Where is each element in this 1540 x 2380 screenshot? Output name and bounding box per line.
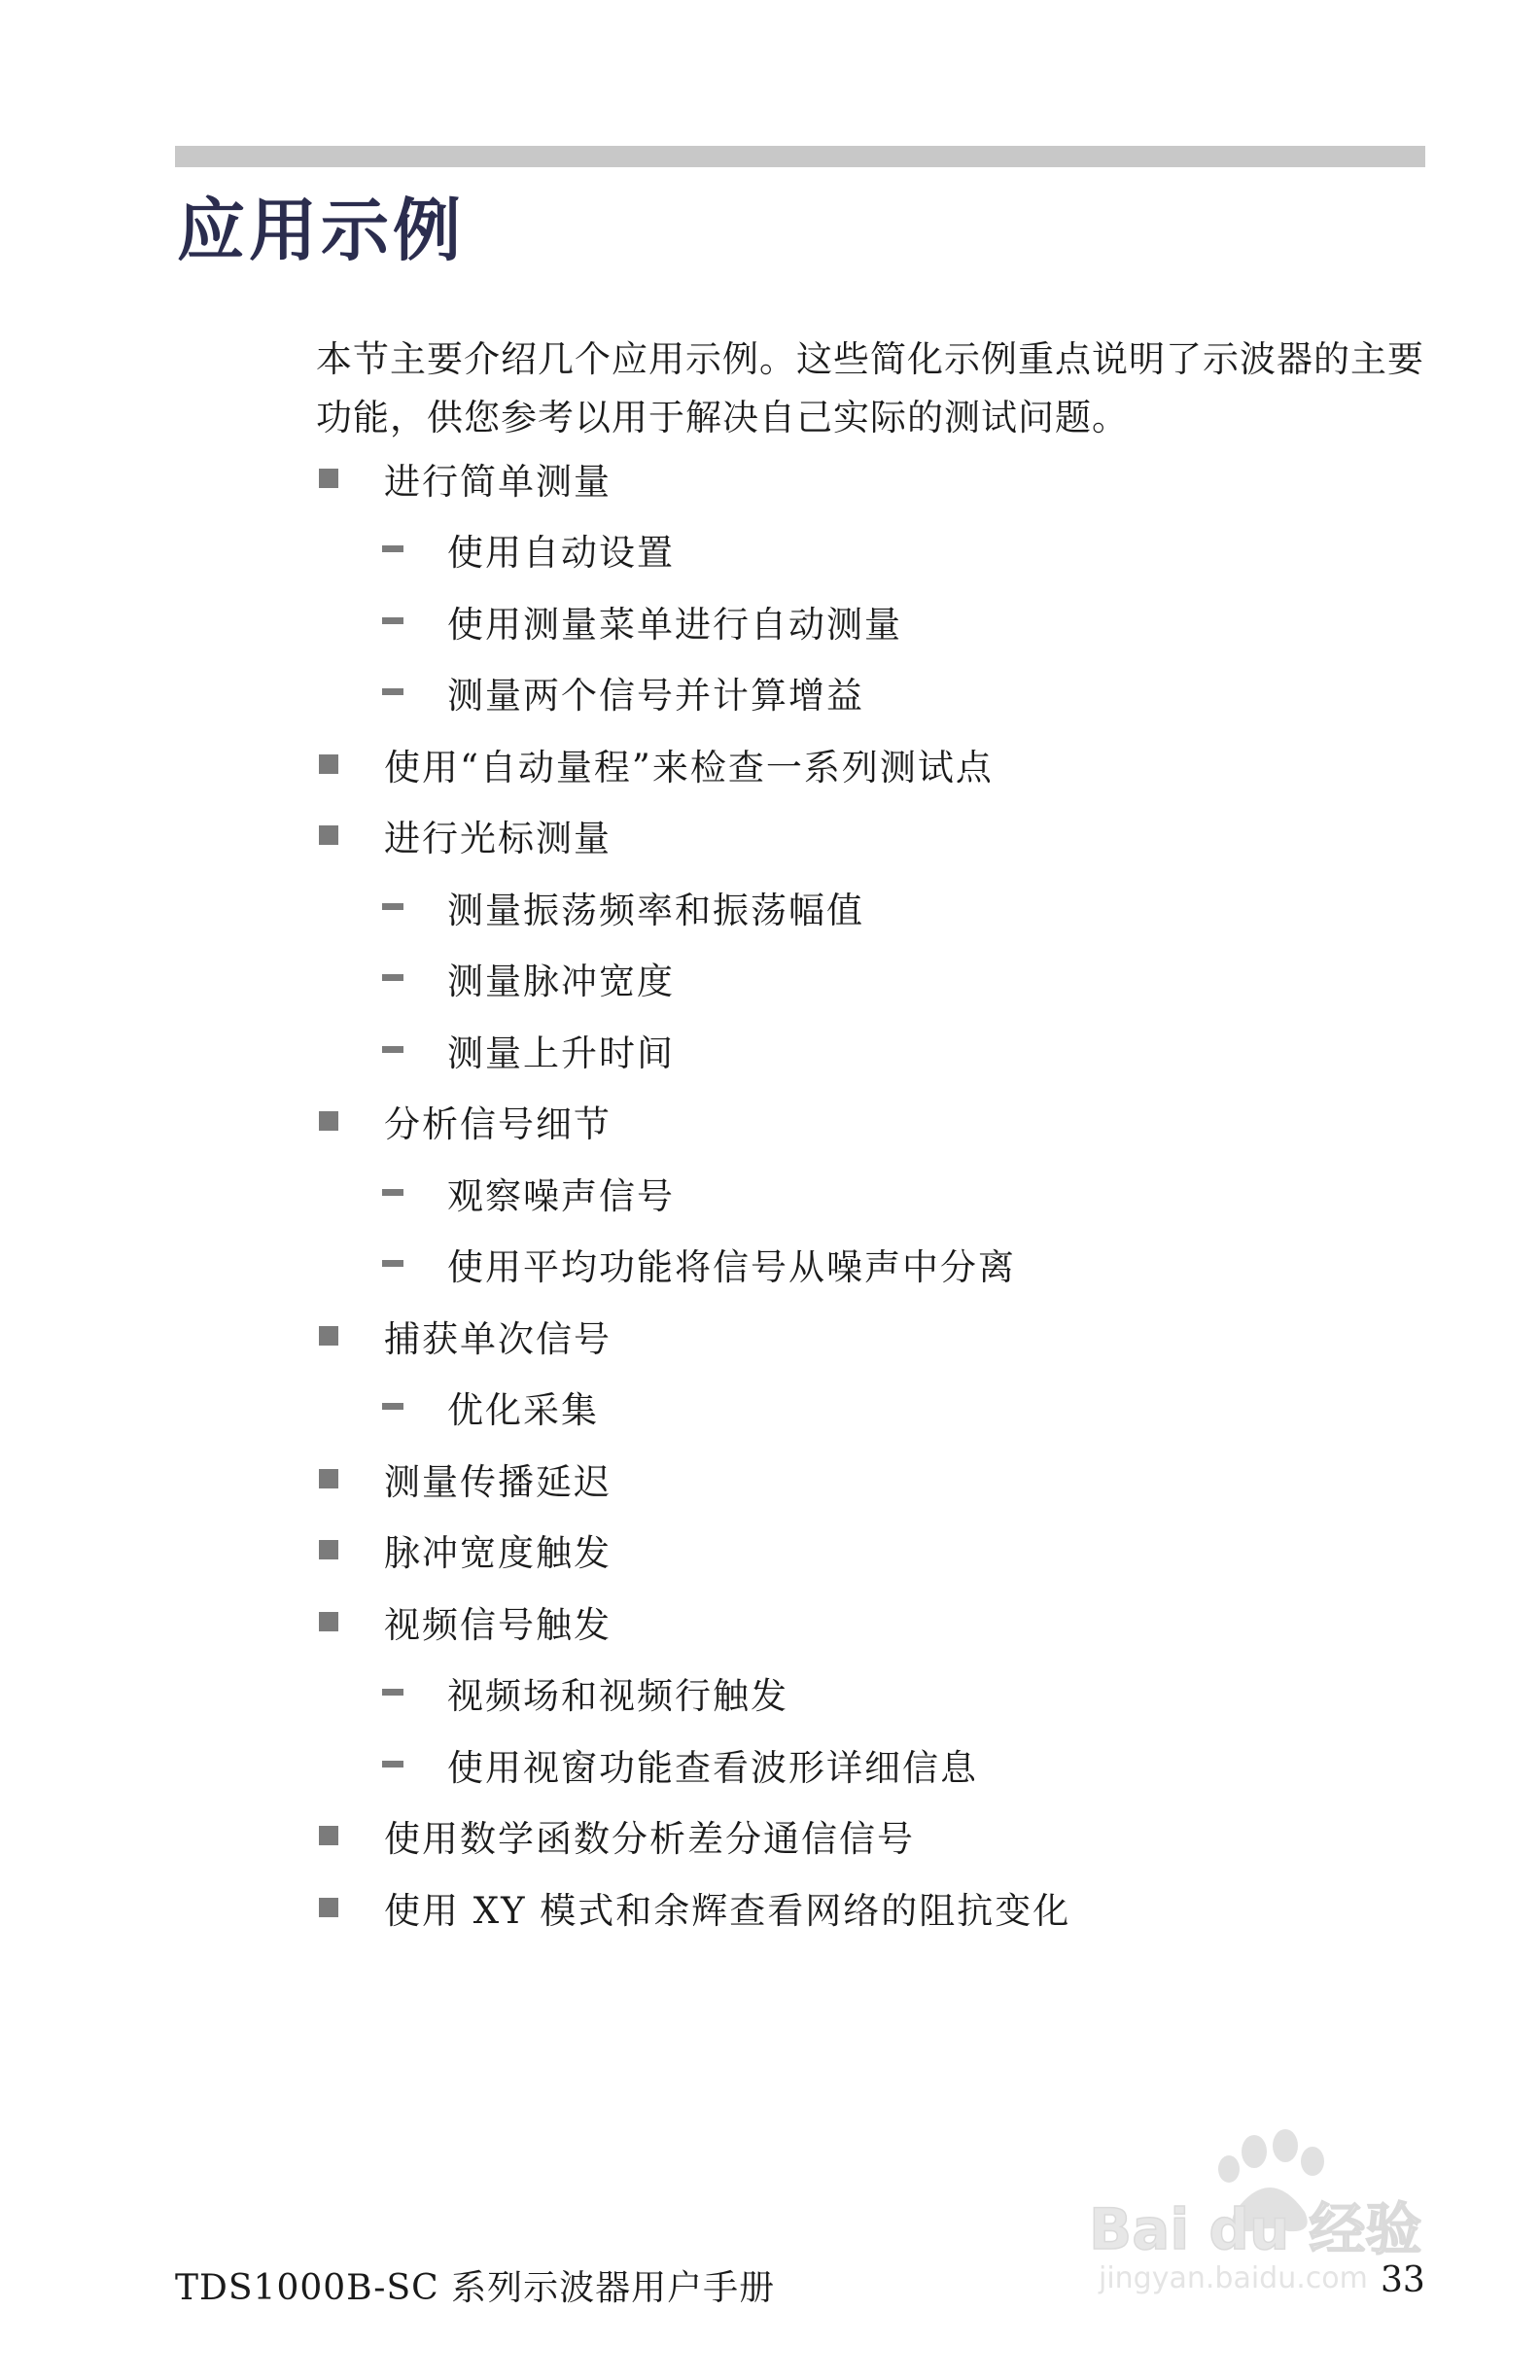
sub-list-item bbox=[316, 1658, 1434, 1730]
square-bullet-icon bbox=[319, 1469, 338, 1488]
footer-manual-title: TDS1000B-SC 系列示波器用户手册 bbox=[175, 2268, 776, 2308]
dash-bullet-icon bbox=[382, 903, 403, 910]
list-item-text: 使用数学函数分析差分通信信号 bbox=[384, 1818, 915, 1861]
square-bullet-icon bbox=[319, 1540, 338, 1559]
list-item-text: 使用 XY 模式和余辉查看网络的阻抗变化 bbox=[384, 1889, 1071, 1932]
list-item-text: 观察噪声信号 bbox=[447, 1174, 675, 1217]
sub-list-item bbox=[316, 871, 1434, 943]
sub-list-item bbox=[316, 1372, 1434, 1444]
intro-paragraph: 本节主要介绍几个应用示例。这些简化示例重点说明了示波器的主要功能，供您参考以用于解决自己实际的测试问题。 bbox=[316, 338, 1424, 438]
list-item bbox=[316, 1872, 1434, 1943]
sub-list-item bbox=[316, 1014, 1434, 1086]
dash-bullet-icon bbox=[382, 1403, 403, 1410]
list-item bbox=[316, 1443, 1434, 1515]
watermark-url: jingyan.baidu.com bbox=[1099, 2261, 1368, 2295]
list-item-text: 视频信号触发 bbox=[384, 1603, 612, 1646]
sub-list-item bbox=[316, 1229, 1434, 1301]
square-bullet-icon bbox=[319, 1111, 338, 1131]
list-item-text: 使用平均功能将信号从噪声中分离 bbox=[447, 1246, 1016, 1289]
list-item-text: 测量两个信号并计算增益 bbox=[447, 675, 864, 718]
list-item-text: 使用自动设置 bbox=[447, 532, 675, 575]
dash-bullet-icon bbox=[382, 1260, 403, 1267]
square-bullet-icon bbox=[319, 1612, 338, 1631]
list-item-text: 测量上升时间 bbox=[447, 1032, 675, 1074]
dash-bullet-icon bbox=[382, 1189, 403, 1196]
footer-page-number: 33 bbox=[1381, 2260, 1425, 2300]
square-bullet-icon bbox=[319, 1326, 338, 1346]
sub-list-item bbox=[316, 1157, 1434, 1229]
list-item-text: 测量传播延迟 bbox=[384, 1460, 612, 1503]
list-item bbox=[316, 800, 1434, 872]
dash-bullet-icon bbox=[382, 1046, 403, 1053]
list-item bbox=[316, 1801, 1434, 1872]
list-item-text: 测量脉冲宽度 bbox=[447, 961, 675, 1003]
list-item-text: 捕获单次信号 bbox=[384, 1317, 612, 1360]
square-bullet-icon bbox=[319, 1826, 338, 1845]
sub-list-item bbox=[316, 1729, 1434, 1801]
square-bullet-icon bbox=[319, 754, 338, 774]
sub-list-item bbox=[316, 585, 1434, 657]
list-item bbox=[316, 1086, 1434, 1158]
list-item-text: 使用“自动量程”来检查一系列测试点 bbox=[384, 746, 994, 788]
list-item bbox=[316, 1300, 1434, 1372]
list-item-text: 脉冲宽度触发 bbox=[384, 1532, 612, 1575]
watermark-logo-text: Bai du 经验 bbox=[1089, 2196, 1422, 2262]
list-item bbox=[316, 1515, 1434, 1587]
list-item bbox=[316, 442, 1434, 514]
paw-logo-icon bbox=[1089, 2124, 1429, 2299]
list-item-text: 视频场和视频行触发 bbox=[447, 1675, 788, 1718]
sub-list-item bbox=[316, 514, 1434, 586]
dash-bullet-icon bbox=[382, 688, 403, 695]
list-item bbox=[316, 1586, 1434, 1658]
dash-bullet-icon bbox=[382, 974, 403, 981]
list-item bbox=[316, 728, 1434, 800]
square-bullet-icon bbox=[319, 469, 338, 488]
square-bullet-icon bbox=[319, 825, 338, 845]
dash-bullet-icon bbox=[382, 1689, 403, 1696]
list-item-text: 进行光标测量 bbox=[384, 818, 612, 860]
list-item-text: 使用测量菜单进行自动测量 bbox=[447, 603, 902, 646]
list-item-text: 分析信号细节 bbox=[384, 1103, 612, 1146]
baidu-jingyan-watermark bbox=[1089, 2124, 1429, 2299]
dash-bullet-icon bbox=[382, 617, 403, 624]
sub-list-item bbox=[316, 657, 1434, 729]
sub-list-item bbox=[316, 943, 1434, 1015]
list-item-text: 使用视窗功能查看波形详细信息 bbox=[447, 1746, 978, 1789]
dash-bullet-icon bbox=[382, 545, 403, 552]
page-title: 应用示例 bbox=[177, 191, 465, 270]
square-bullet-icon bbox=[319, 1898, 338, 1917]
list-item-text: 进行简单测量 bbox=[384, 460, 612, 503]
examples-outline-list bbox=[316, 442, 1434, 1943]
list-item-text: 优化采集 bbox=[447, 1389, 599, 1432]
section-header-rule bbox=[175, 146, 1425, 167]
dash-bullet-icon bbox=[382, 1761, 403, 1768]
list-item-text: 测量振荡频率和振荡幅值 bbox=[447, 889, 864, 931]
